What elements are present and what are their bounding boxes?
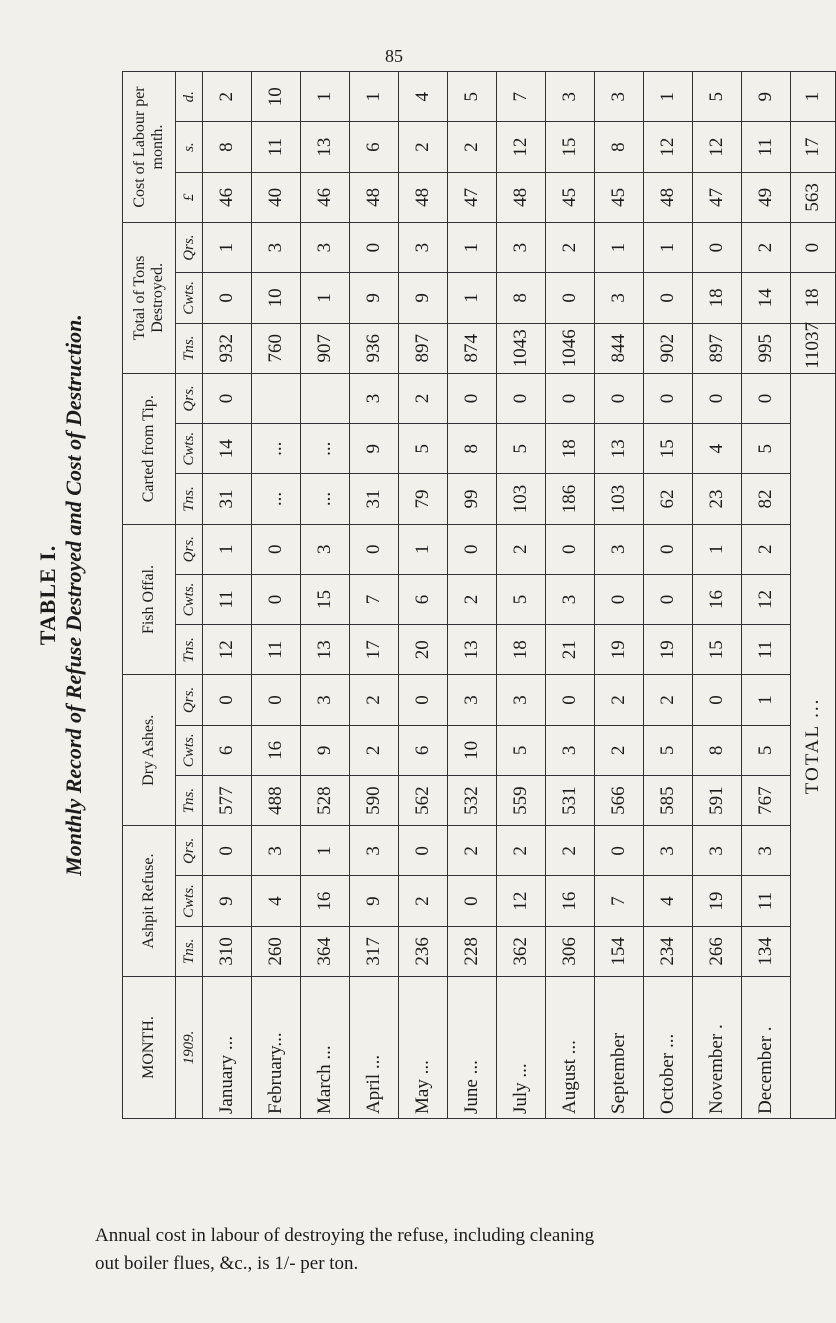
cell-s: 8 [595, 122, 644, 172]
cell-dry-t: 566 [595, 775, 644, 825]
cell-s: 2 [399, 122, 448, 172]
cell-ash-t: 364 [301, 926, 350, 976]
cell-fish-c: 6 [399, 574, 448, 624]
cell-month: October ... [644, 977, 693, 1119]
cell-tot-c: 1 [301, 273, 350, 323]
cell-cart-t: 31 [350, 474, 399, 524]
cell-fish-t: 20 [399, 625, 448, 675]
cell-fish-t: 13 [301, 625, 350, 675]
cell-dry-t: 562 [399, 775, 448, 825]
unit-cwts: Cwts. [176, 725, 203, 775]
cell-ash-c: 12 [497, 876, 546, 926]
cell-fish-c: 0 [644, 574, 693, 624]
cell-cart-q [301, 373, 350, 423]
cell-fish-c: 11 [203, 574, 252, 624]
cell-fish-q: 1 [693, 524, 742, 574]
cell-fish-t: 12 [203, 625, 252, 675]
cell-tot-q: 3 [497, 223, 546, 273]
cell-tot-c: 18 [693, 273, 742, 323]
cell-cart-c: 14 [203, 424, 252, 474]
unit-tns: Tns. [176, 926, 203, 976]
cell-fish-t: 21 [546, 625, 595, 675]
cell-cart-q: 3 [350, 373, 399, 423]
cell-cart-q: 0 [448, 373, 497, 423]
cell-s: 12 [497, 122, 546, 172]
cell-s: 8 [203, 122, 252, 172]
cell-tot-c: 8 [497, 273, 546, 323]
cell-l: 49 [742, 172, 791, 222]
header-fish-offal: Fish Offal. [123, 524, 176, 675]
cell-cart-q: 0 [203, 373, 252, 423]
cell-s: 13 [301, 122, 350, 172]
cell-dry-t: 559 [497, 775, 546, 825]
cell-tot-t: 1046 [546, 323, 595, 373]
cell-tot-t: 1043 [497, 323, 546, 373]
table-row [350, 72, 399, 1119]
cell-month: December . [742, 977, 791, 1119]
header-dry-ashes: Dry Ashes. [123, 675, 176, 826]
table-row [546, 72, 595, 1119]
cell-dry-t: 577 [203, 775, 252, 825]
cell-l: 48 [350, 172, 399, 222]
cell-fish-q: 1 [203, 524, 252, 574]
cell-l: 45 [546, 172, 595, 222]
cell-tot-t: 874 [448, 323, 497, 373]
cell-l: 46 [301, 172, 350, 222]
cell-l: 48 [644, 172, 693, 222]
cell-tot-q: 0 [693, 223, 742, 273]
cell-d: 7 [497, 72, 546, 122]
cell-dry-q: 0 [546, 675, 595, 725]
cell-ash-c: 0 [448, 876, 497, 926]
unit-qrs: Qrs. [176, 373, 203, 423]
cell-tot-c: 9 [399, 273, 448, 323]
cell-d: 3 [546, 72, 595, 122]
cell-ash-q: 0 [203, 826, 252, 876]
cell-tot-q: 2 [546, 223, 595, 273]
cell-dry-t: 531 [546, 775, 595, 825]
cell-ash-c: 9 [203, 876, 252, 926]
cell-cart-q: 0 [693, 373, 742, 423]
table-body [203, 72, 791, 1119]
cell-tot-t: 907 [301, 323, 350, 373]
cell-fish-c: 5 [497, 574, 546, 624]
total-label: TOTAL ... [791, 373, 836, 1118]
cell-tot-c: 14 [742, 273, 791, 323]
cell-ash-c: 11 [742, 876, 791, 926]
cell-fish-t: 11 [742, 625, 791, 675]
cell-cart-c: 18 [546, 424, 595, 474]
table-subtitle: Monthly Record of Refuse Destroyed and Cost of Destruction. [61, 314, 86, 876]
cell-dry-q: 0 [203, 675, 252, 725]
cell-fish-c: 0 [595, 574, 644, 624]
cell-dry-c: 5 [497, 725, 546, 775]
header-labour-cost: Cost of Labour per month. [123, 72, 176, 223]
cell-dry-q: 2 [350, 675, 399, 725]
cell-ash-c: 4 [644, 876, 693, 926]
cell-cart-t: 103 [497, 474, 546, 524]
cell-tot-q: 2 [742, 223, 791, 273]
cell-d: 1 [301, 72, 350, 122]
cell-dry-c: 6 [399, 725, 448, 775]
cell-cart-c: ... [301, 424, 350, 474]
cell-fish-t: 13 [448, 625, 497, 675]
cell-fish-c: 0 [252, 574, 301, 624]
cell-s: 15 [546, 122, 595, 172]
footnote-line-1: Annual cost in labour of destroying the refuse, including cleaning [95, 1225, 595, 1246]
cell-fish-q: 0 [252, 524, 301, 574]
table-row [399, 72, 448, 1119]
table-units-row [176, 72, 203, 1119]
cell-dry-q: 0 [693, 675, 742, 725]
cell-fish-t: 18 [497, 625, 546, 675]
cell-l: 46 [203, 172, 252, 222]
cell-d: 5 [693, 72, 742, 122]
cell-s: 12 [644, 122, 693, 172]
total-qrs: 0 [791, 223, 836, 273]
cell-tot-q: 3 [301, 223, 350, 273]
total-cwts: 18 [791, 273, 836, 323]
cell-tot-q: 1 [203, 223, 252, 273]
table-row [301, 72, 350, 1119]
table-row [497, 72, 546, 1119]
header-ashpit: Ashpit Refuse. [123, 826, 176, 977]
cell-cart-q: 0 [546, 373, 595, 423]
cell-cart-t: 99 [448, 474, 497, 524]
cell-ash-t: 134 [742, 926, 791, 976]
cell-ash-c: 2 [399, 876, 448, 926]
cell-ash-q: 2 [448, 826, 497, 876]
cell-tot-t: 897 [693, 323, 742, 373]
page-number: 85 [385, 46, 403, 66]
table-group-header-row [123, 72, 176, 1119]
cell-cart-c: 5 [399, 424, 448, 474]
unit-tns: Tns. [176, 775, 203, 825]
cell-dry-t: 767 [742, 775, 791, 825]
cell-cart-c: ... [252, 424, 301, 474]
cell-tot-t: 760 [252, 323, 301, 373]
unit-shillings: s. [176, 122, 203, 172]
cell-ash-c: 9 [350, 876, 399, 926]
cell-s: 12 [693, 122, 742, 172]
cell-cart-t: ... [252, 474, 301, 524]
cell-month: July ... [497, 977, 546, 1119]
cell-month: January ... [203, 977, 252, 1119]
cell-cart-q: 0 [644, 373, 693, 423]
cell-cart-q: 0 [595, 373, 644, 423]
cell-fish-t: 11 [252, 625, 301, 675]
cell-tot-c: 1 [448, 273, 497, 323]
table-row [595, 72, 644, 1119]
cell-fish-q: 0 [644, 524, 693, 574]
unit-tns: Tns. [176, 323, 203, 373]
cell-tot-t: 844 [595, 323, 644, 373]
unit-pence: d. [176, 72, 203, 122]
cell-ash-q: 3 [644, 826, 693, 876]
unit-cwts: Cwts. [176, 273, 203, 323]
cell-cart-t: 79 [399, 474, 448, 524]
cell-l: 47 [693, 172, 742, 222]
cell-cart-t: 103 [595, 474, 644, 524]
header-total-destroyed: Total of Tons Destroyed. [123, 223, 176, 374]
cell-dry-t: 488 [252, 775, 301, 825]
unit-cwts: Cwts. [176, 424, 203, 474]
cell-dry-q: 0 [399, 675, 448, 725]
cell-tot-t: 897 [399, 323, 448, 373]
cell-fish-t: 19 [595, 625, 644, 675]
unit-tns: Tns. [176, 625, 203, 675]
cell-month: February... [252, 977, 301, 1119]
cell-dry-t: 585 [644, 775, 693, 825]
cell-cart-q: 2 [399, 373, 448, 423]
cell-ash-c: 16 [301, 876, 350, 926]
cell-fish-q: 0 [350, 524, 399, 574]
cell-tot-c: 3 [595, 273, 644, 323]
cell-ash-c: 16 [546, 876, 595, 926]
cell-fish-c: 2 [448, 574, 497, 624]
table-row [644, 72, 693, 1119]
cell-d: 10 [252, 72, 301, 122]
cell-tot-t: 932 [203, 323, 252, 373]
cell-tot-q: 1 [595, 223, 644, 273]
cell-dry-q: 2 [644, 675, 693, 725]
cell-dry-c: 16 [252, 725, 301, 775]
cell-tot-t: 936 [350, 323, 399, 373]
cell-dry-c: 2 [350, 725, 399, 775]
cell-month: August ... [546, 977, 595, 1119]
cell-cart-t: 82 [742, 474, 791, 524]
cell-ash-q: 3 [350, 826, 399, 876]
cell-dry-q: 3 [497, 675, 546, 725]
cell-dry-t: 590 [350, 775, 399, 825]
cell-ash-t: 310 [203, 926, 252, 976]
cell-month: April ... [350, 977, 399, 1119]
cell-cart-c: 9 [350, 424, 399, 474]
total-row [791, 72, 836, 1119]
cell-d: 1 [350, 72, 399, 122]
cell-s: 11 [742, 122, 791, 172]
cell-cart-q: 0 [742, 373, 791, 423]
cell-l: 48 [497, 172, 546, 222]
cell-cart-q [252, 373, 301, 423]
cell-d: 3 [595, 72, 644, 122]
footnote-line-2: out boiler flues, &c., is 1/- per ton. [95, 1253, 359, 1274]
cell-tot-q: 1 [644, 223, 693, 273]
cell-ash-t: 266 [693, 926, 742, 976]
unit-cwts: Cwts. [176, 574, 203, 624]
cell-d: 1 [644, 72, 693, 122]
cell-cart-t: ... [301, 474, 350, 524]
cell-tot-q: 3 [252, 223, 301, 273]
unit-pounds: £ [176, 172, 203, 222]
cell-l: 40 [252, 172, 301, 222]
unit-tns: Tns. [176, 474, 203, 524]
cell-ash-t: 362 [497, 926, 546, 976]
cell-fish-q: 0 [448, 524, 497, 574]
table-row [742, 72, 791, 1119]
cell-cart-c: 5 [497, 424, 546, 474]
cell-fish-q: 2 [497, 524, 546, 574]
cell-dry-c: 6 [203, 725, 252, 775]
cell-ash-t: 236 [399, 926, 448, 976]
cell-tot-q: 0 [350, 223, 399, 273]
cell-month: November . [693, 977, 742, 1119]
cell-ash-q: 3 [252, 826, 301, 876]
total-pounds: 563 [791, 172, 836, 222]
total-pence: 1 [791, 72, 836, 122]
cell-ash-t: 234 [644, 926, 693, 976]
cell-ash-c: 4 [252, 876, 301, 926]
cell-dry-q: 0 [252, 675, 301, 725]
cell-ash-q: 0 [399, 826, 448, 876]
cell-month: June ... [448, 977, 497, 1119]
cell-fish-q: 3 [301, 524, 350, 574]
header-carted-tip: Carted from Tip. [123, 373, 176, 524]
cell-cart-c: 5 [742, 424, 791, 474]
table-title: TABLE I. [35, 544, 60, 646]
cell-tot-t: 902 [644, 323, 693, 373]
cell-ash-t: 154 [595, 926, 644, 976]
cell-cart-q: 0 [497, 373, 546, 423]
cell-dry-c: 9 [301, 725, 350, 775]
unit-qrs: Qrs. [176, 675, 203, 725]
cell-cart-c: 15 [644, 424, 693, 474]
unit-qrs: Qrs. [176, 524, 203, 574]
cell-dry-q: 3 [301, 675, 350, 725]
cell-tot-t: 995 [742, 323, 791, 373]
cell-ash-q: 1 [301, 826, 350, 876]
cell-ash-q: 3 [693, 826, 742, 876]
cell-ash-q: 0 [595, 826, 644, 876]
cell-s: 6 [350, 122, 399, 172]
cell-month: March ... [301, 977, 350, 1119]
cell-ash-t: 306 [546, 926, 595, 976]
cell-tot-c: 0 [203, 273, 252, 323]
cell-ash-q: 3 [742, 826, 791, 876]
cell-dry-c: 8 [693, 725, 742, 775]
cell-dry-t: 528 [301, 775, 350, 825]
cell-month: May ... [399, 977, 448, 1119]
cell-ash-c: 19 [693, 876, 742, 926]
header-month: MONTH. [123, 977, 176, 1119]
cell-l: 45 [595, 172, 644, 222]
cell-dry-c: 5 [644, 725, 693, 775]
cell-ash-t: 260 [252, 926, 301, 976]
cell-cart-c: 8 [448, 424, 497, 474]
cell-fish-q: 0 [546, 524, 595, 574]
cell-month: September [595, 977, 644, 1119]
cell-fish-q: 2 [742, 524, 791, 574]
cell-fish-t: 19 [644, 625, 693, 675]
cell-dry-c: 3 [546, 725, 595, 775]
cell-d: 4 [399, 72, 448, 122]
cell-dry-q: 3 [448, 675, 497, 725]
table-row [203, 72, 252, 1119]
cell-ash-t: 317 [350, 926, 399, 976]
cell-fish-t: 15 [693, 625, 742, 675]
unit-year: 1909. [176, 977, 203, 1119]
cell-l: 48 [399, 172, 448, 222]
cell-tot-c: 0 [546, 273, 595, 323]
cell-dry-q: 1 [742, 675, 791, 725]
total-tons: 11037 [791, 323, 836, 373]
cell-tot-c: 10 [252, 273, 301, 323]
cell-fish-c: 16 [693, 574, 742, 624]
cell-ash-q: 2 [546, 826, 595, 876]
cell-cart-t: 62 [644, 474, 693, 524]
cell-cart-t: 186 [546, 474, 595, 524]
cell-ash-q: 2 [497, 826, 546, 876]
unit-qrs: Qrs. [176, 223, 203, 273]
refuse-table [122, 71, 836, 1119]
cell-d: 5 [448, 72, 497, 122]
table-row [252, 72, 301, 1119]
cell-fish-c: 15 [301, 574, 350, 624]
cell-fish-q: 1 [399, 524, 448, 574]
cell-dry-c: 10 [448, 725, 497, 775]
cell-dry-c: 2 [595, 725, 644, 775]
cell-dry-t: 591 [693, 775, 742, 825]
rotated-table-block [35, 70, 823, 1120]
cell-tot-q: 3 [399, 223, 448, 273]
cell-s: 11 [252, 122, 301, 172]
cell-dry-q: 2 [595, 675, 644, 725]
cell-fish-c: 12 [742, 574, 791, 624]
table-row [448, 72, 497, 1119]
cell-cart-c: 13 [595, 424, 644, 474]
cell-d: 9 [742, 72, 791, 122]
cell-tot-c: 9 [350, 273, 399, 323]
cell-ash-t: 228 [448, 926, 497, 976]
cell-cart-t: 31 [203, 474, 252, 524]
cell-dry-c: 5 [742, 725, 791, 775]
cell-tot-c: 0 [644, 273, 693, 323]
cell-tot-q: 1 [448, 223, 497, 273]
unit-qrs: Qrs. [176, 826, 203, 876]
cell-fish-q: 3 [595, 524, 644, 574]
cell-cart-t: 23 [693, 474, 742, 524]
cell-fish-c: 7 [350, 574, 399, 624]
cell-l: 47 [448, 172, 497, 222]
table-row [693, 72, 742, 1119]
cell-cart-c: 4 [693, 424, 742, 474]
unit-cwts: Cwts. [176, 876, 203, 926]
cell-dry-t: 532 [448, 775, 497, 825]
cell-ash-c: 7 [595, 876, 644, 926]
cell-fish-c: 3 [546, 574, 595, 624]
cell-fish-t: 17 [350, 625, 399, 675]
cell-d: 2 [203, 72, 252, 122]
total-shillings: 17 [791, 122, 836, 172]
cell-s: 2 [448, 122, 497, 172]
